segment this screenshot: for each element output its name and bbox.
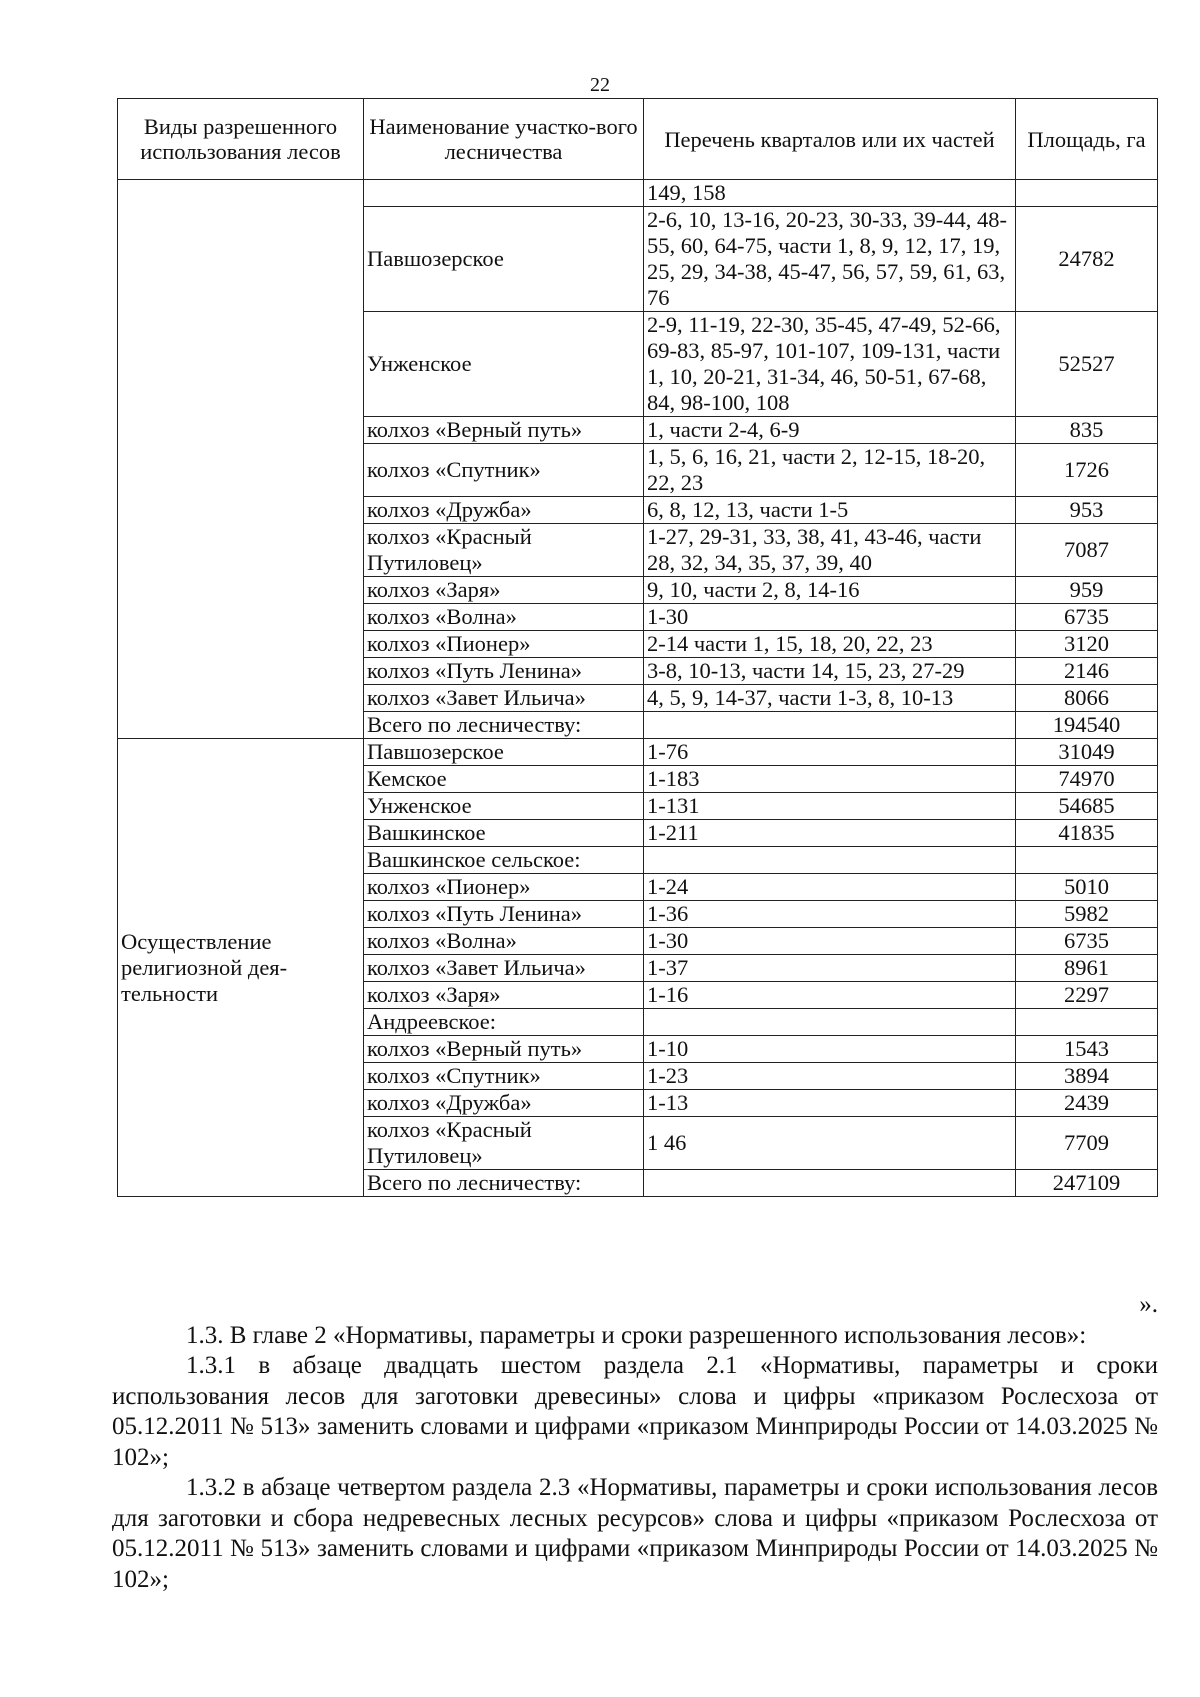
cell-district: колхоз «Спутник» [364, 444, 644, 497]
cell-district: Вашкинское [364, 820, 644, 847]
cell-area: 5982 [1016, 901, 1158, 928]
cell-area: 8066 [1016, 685, 1158, 712]
table-row [118, 180, 1158, 207]
cell-quarters [644, 1170, 1016, 1197]
cell-quarters: 1-24 [644, 874, 1016, 901]
cell-district: Унженское [364, 793, 644, 820]
cell-district: колхоз «Завет Ильича» [364, 955, 644, 982]
cell-area: 194540 [1016, 712, 1158, 739]
cell-quarters [644, 1009, 1016, 1036]
cell-area: 24782 [1016, 207, 1158, 312]
cell-area: 6735 [1016, 928, 1158, 955]
cell-kind: Осуществление религиозной дея-тельности [118, 739, 364, 1197]
cell-district: колхоз «Дружба» [364, 497, 644, 524]
header-kind: Виды разрешенного использования лесов [118, 99, 364, 180]
cell-quarters: 1-76 [644, 739, 1016, 766]
cell-district: Всего по лесничеству: [364, 712, 644, 739]
cell-area: 31049 [1016, 739, 1158, 766]
cell-district [364, 180, 644, 207]
cell-area: 2297 [1016, 982, 1158, 1009]
cell-area: 8961 [1016, 955, 1158, 982]
cell-quarters: 1-27, 29-31, 33, 38, 41, 43-46, части 28, 32, 34, 35, 37, 39, 40 [644, 524, 1016, 577]
cell-district: колхоз «Дружба» [364, 1090, 644, 1117]
cell-area: 1543 [1016, 1036, 1158, 1063]
cell-quarters: 1-30 [644, 604, 1016, 631]
cell-area: 3120 [1016, 631, 1158, 658]
cell-district: колхоз «Волна» [364, 604, 644, 631]
cell-quarters: 3-8, 10-13, части 14, 15, 23, 27-29 [644, 658, 1016, 685]
cell-district: Павшозерское [364, 739, 644, 766]
cell-quarters: 1-23 [644, 1063, 1016, 1090]
cell-area: 953 [1016, 497, 1158, 524]
cell-quarters: 1, 5, 6, 16, 21, части 2, 12-15, 18-20, 22, 23 [644, 444, 1016, 497]
cell-area: 247109 [1016, 1170, 1158, 1197]
cell-district: колхоз «Заря» [364, 577, 644, 604]
paragraph-1-3: 1.3. В главе 2 «Нормативы, параметры и сроки разрешенного использования лесов»: [186, 1321, 1087, 1349]
cell-area [1016, 1009, 1158, 1036]
cell-quarters: 1 46 [644, 1117, 1016, 1170]
cell-area [1016, 847, 1158, 874]
forest-use-table [117, 98, 1158, 1197]
cell-area: 52527 [1016, 312, 1158, 417]
cell-quarters: 9, 10, части 2, 8, 14-16 [644, 577, 1016, 604]
cell-quarters: 1-10 [644, 1036, 1016, 1063]
cell-quarters: 1-36 [644, 901, 1016, 928]
header-area: Площадь, га [1016, 99, 1158, 180]
cell-quarters: 2-6, 10, 13-16, 20-23, 30-33, 39-44, 48-55, 60, 64-75, части 1, 8, 9, 12, 17, 19, 25, 29, 34-38, 45-47, 56, 57, 59, 61, 63, 76 [644, 207, 1016, 312]
paragraph-1-3-2: 1.3.2 в абзаце четвертом раздела 2.3 «Нормативы, параметры и сроки использования лесов для заготовки и сбора недревесных лесных ресурсов» слова и цифры «приказом Рослесхоза от 05.12.2011 № 513» заменить словами и цифрами «приказом Минприроды России от 14.03.2025 № 102»; [112, 1474, 1158, 1593]
cell-district: Павшозерское [364, 207, 644, 312]
cell-quarters: 6, 8, 12, 13, части 1-5 [644, 497, 1016, 524]
table-header-row [118, 99, 1158, 180]
cell-quarters: 1-16 [644, 982, 1016, 1009]
header-district: Наименование участко-вого лесничества [364, 99, 644, 180]
cell-district: Унженское [364, 312, 644, 417]
paragraph-1-3-1: 1.3.1 в абзаце двадцать шестом раздела 2.1 «Нормативы, параметры и сроки использования лесов для заготовки древесины» слова и цифры «приказом Рослесхоза от 05.12.2011 № 513» заменить словами и цифрами «приказом Минприроды России от 14.03.2025 № 102»; [112, 1352, 1158, 1471]
cell-area: 6735 [1016, 604, 1158, 631]
cell-district: колхоз «Пионер» [364, 874, 644, 901]
body-text [112, 1290, 1158, 1595]
cell-district: колхоз «Верный путь» [364, 417, 644, 444]
cell-quarters: 2-14 части 1, 15, 18, 20, 22, 23 [644, 631, 1016, 658]
cell-kind [118, 180, 364, 739]
cell-area: 2439 [1016, 1090, 1158, 1117]
cell-district: Кемское [364, 766, 644, 793]
header-quarters: Перечень кварталов или их частей [644, 99, 1016, 180]
cell-area: 959 [1016, 577, 1158, 604]
cell-quarters: 1, части 2-4, 6-9 [644, 417, 1016, 444]
cell-district: колхоз «Завет Ильича» [364, 685, 644, 712]
closing-quote: ». [1139, 1291, 1158, 1318]
cell-area: 5010 [1016, 874, 1158, 901]
cell-district: колхоз «Спутник» [364, 1063, 644, 1090]
table-body [118, 180, 1158, 1197]
cell-district: колхоз «Волна» [364, 928, 644, 955]
cell-district: колхоз «Верный путь» [364, 1036, 644, 1063]
cell-district: Андреевское: [364, 1009, 644, 1036]
cell-area: 2146 [1016, 658, 1158, 685]
cell-district: колхоз «Путь Ленина» [364, 658, 644, 685]
cell-quarters: 1-131 [644, 793, 1016, 820]
cell-quarters [644, 712, 1016, 739]
cell-area: 7087 [1016, 524, 1158, 577]
cell-district: колхоз «Путь Ленина» [364, 901, 644, 928]
cell-quarters: 1-183 [644, 766, 1016, 793]
cell-area: 1726 [1016, 444, 1158, 497]
cell-area: 74970 [1016, 766, 1158, 793]
cell-area: 7709 [1016, 1117, 1158, 1170]
cell-district: колхоз «Красный Путиловец» [364, 1117, 644, 1170]
table-row [118, 739, 1158, 766]
cell-quarters: 1-211 [644, 820, 1016, 847]
cell-quarters: 1-13 [644, 1090, 1016, 1117]
cell-quarters: 4, 5, 9, 14-37, части 1-3, 8, 10-13 [644, 685, 1016, 712]
cell-area: 54685 [1016, 793, 1158, 820]
cell-area: 3894 [1016, 1063, 1158, 1090]
cell-area: 41835 [1016, 820, 1158, 847]
cell-district: колхоз «Заря» [364, 982, 644, 1009]
cell-district: Вашкинское сельское: [364, 847, 644, 874]
cell-quarters: 1-30 [644, 928, 1016, 955]
cell-area: 835 [1016, 417, 1158, 444]
cell-quarters: 2-9, 11-19, 22-30, 35-45, 47-49, 52-66, 69-83, 85-97, 101-107, 109-131, части 1, 10, 20-21, 31-34, 46, 50-51, 67-68, 84, 98-100, 108 [644, 312, 1016, 417]
cell-quarters: 1-37 [644, 955, 1016, 982]
cell-quarters: 149, 158 [644, 180, 1016, 207]
cell-district: колхоз «Пионер» [364, 631, 644, 658]
page-number: 22 [590, 74, 610, 96]
cell-district: колхоз «Красный Путиловец» [364, 524, 644, 577]
cell-district: Всего по лесничеству: [364, 1170, 644, 1197]
cell-quarters [644, 847, 1016, 874]
cell-area [1016, 180, 1158, 207]
